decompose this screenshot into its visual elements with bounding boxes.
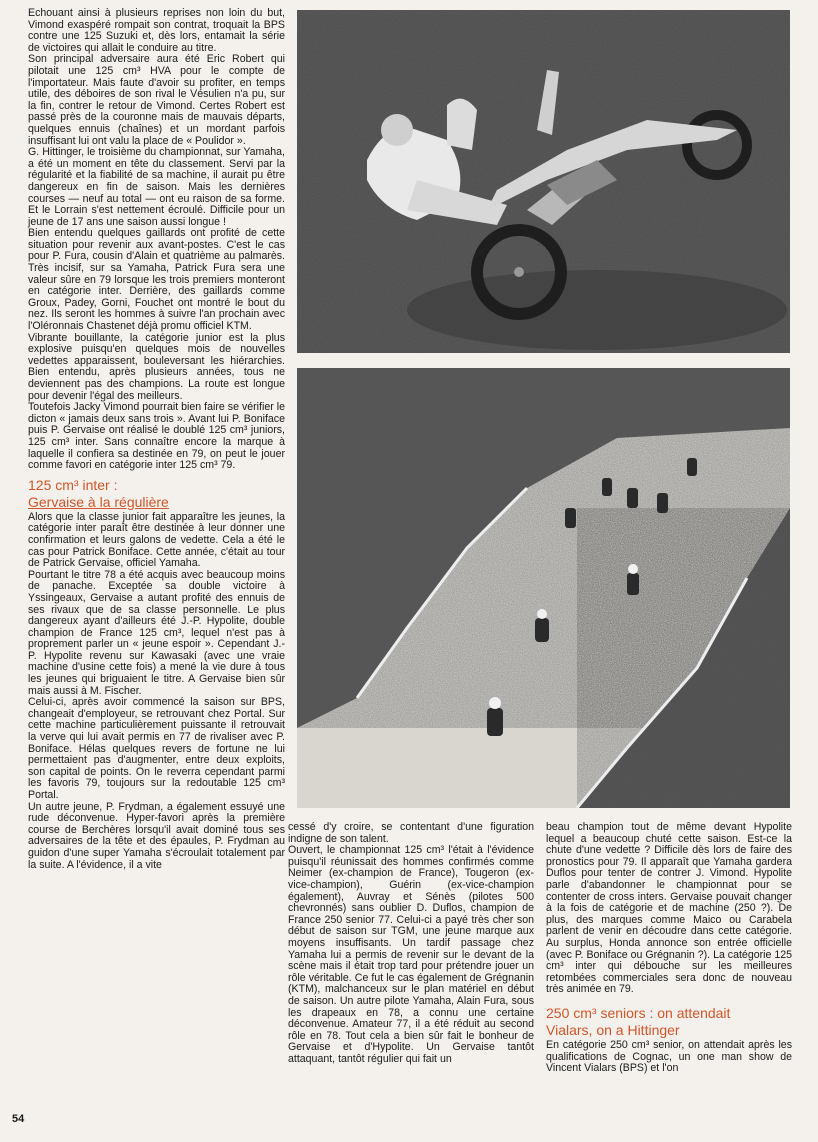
page-number: 54 bbox=[12, 1113, 25, 1125]
paragraph: Un autre jeune, P. Frydman, a également essuyé une rude déconvenue. Hyper-favori après la première course de Berchères lorsqu'il avait dominé tous ses adversaires de la tête et des épaules, P. Frydman au guidon d'une super Yamaha s'écroulait totalement par la suite. A l'évidence, il a vite bbox=[28, 800, 285, 871]
text-column-left bbox=[28, 8, 285, 871]
paragraph: Ouvert, le championnat 125 cm³ l'était à l'évidence puisqu'il réunissait des hommes confirmés comme Neimer (ex-champion de France), Tougeron (ex-vice-champion), Guérin (ex-vice-champion également), Auvray et Sénès (pilotes 500 chevronnés) sans oublier D. Duflos, champion de France 250 senior 77. Celui-ci a payé très cher son début de saison sur TGM, une jeune marque aux moyens insuffisants. Un tardif passage chez Yamaha lui a permis de revenir sur le devant de la scène mais il était trop tard pour prétendre jouer un rôle véritable. Ce fut le cas également de Grégnanin (KTM), malchanceux sur le plan matériel en début de saison. Un autre pilote Yamaha, Alain Fura, sous les drapeaux en 78, a connu une certaine déconvenue. Amateur 77, il a été réduit au second rôle en 78. Tout cela a bien sûr fait le bonheur de Gervaise et d'Hypolite. Un Gervaise tantôt attaquant, tantôt régulier qui fait un bbox=[288, 844, 534, 1065]
paragraph: Alors que la classe junior fait apparaître les jeunes, la catégorie inter paraît être destinée à leur donner une confirmation et leurs galons de vedette. Cela a été le cas pour Patrick Boniface. Cette année, c'était au tour de Patrick Gervaise, officiel Yamaha. bbox=[28, 510, 285, 570]
section-subheading: Vialars, on a Hittinger bbox=[546, 1021, 680, 1038]
paragraph: Echouant ainsi à plusieurs reprises non loin du but, Vimond exaspéré rompait son contrat, troquait la BPS contre une 125 Suzuki et, dès lors, entamait la série de victoires qui allait le conduire au titre. bbox=[28, 7, 285, 54]
paragraph: Celui-ci, après avoir commencé la saison sur BPS, changeait d'employeur, se retrouvant chez Portal. Sur cette machine particulièrement puissante il retrouvait la verve qui lui avait permis en 77 de rivaliser avec P. Boniface. Hélas quelques revers de fortune ne lui permettaient pas d'augmenter, entre deux exploits, son capital de points. On le reverra cependant parmi les favoris 79, toujours sur la redoutable 125 cm³ Portal. bbox=[28, 696, 285, 801]
paragraph: G. Hittinger, le troisième du championnat, sur Yamaha, a été un moment en tête du classement. Servi par la régularité et la fiabilité de sa machine, il aurait pu être dangereux en fin de saison. Mais les dernières courses — neuf au total — ont eu raison de sa forme. Et le Lorrain s'est nettement écroulé. Difficile pour un jeune de 17 ans une saison aussi longue ! bbox=[28, 146, 285, 228]
section-subheading: Gervaise à la régulière bbox=[28, 493, 169, 510]
photo-motocross-race-crowd bbox=[297, 368, 790, 808]
paragraph: Bien entendu quelques gaillards ont profité de cette situation pour revenir aux avant-postes. C'est le cas pour P. Fura, cousin d'Alain et quatrième au palmarès. Très incisif, sur sa Yamaha, Patrick Fura sera une valeur sûre en 79 lorsque les trois premiers monteront en catégorie inter. Derrière, des gaillards comme Groux, Padey, Gorni, Fouchet ont montré le bout du nez. Ils seront les hommes à suivre l'an prochain avec l'Oléronnais Chastenet déjà promu officiel KTM. bbox=[28, 227, 285, 333]
paragraph: Vibrante bouillante, la catégorie junior est la plus explosive puisqu'en quelques mois de nouvelles vedettes apparaissent, bouleversant les hiérarchies. Bien entendu, après plusieurs années, tous ne deviennent pas des champions. La route est longue pour devenir l'égal des meilleurs. bbox=[28, 331, 285, 402]
paragraph: beau champion tout de même devant Hypolite lequel a beaucoup chuté cette saison. Est-ce la chute d'une vedette ? Difficile dès lors de faire des pronostics pour 79. Il apparaît que Yamaha gardera Duflos pour tenter de contrer J. Vimond. Hypolite parle d'abandonner le championnat pour se contenter de cross inters. Gervaise pouvait changer à la fois de catégorie et de machine (250 ?). De plus, des marques comme Maico ou Carabela parlent de venir en découdre dans cette catégorie. Au surplus, Honda annonce son entrée officielle (avec P. Boniface ou Grégnanin ?). La catégorie 125 cm³ inter qui débouche sur les meilleures retombées commerciales sera donc de nouveau très animée en 79. bbox=[546, 821, 792, 996]
section-heading: 125 cm³ inter : bbox=[28, 476, 118, 493]
photo-crashed-motocross-rider bbox=[297, 10, 790, 353]
section-heading: 250 cm³ seniors : on attendait bbox=[546, 1004, 731, 1021]
paragraph: En catégorie 250 cm³ senior, on attendait après les qualifications de Cognac, un one man show de Vincent Vialars (BPS) et l'on bbox=[546, 1038, 792, 1075]
paragraph: Toutefois Jacky Vimond pourrait bien faire se vérifier le dicton « jamais deux sans trois ». Avant lui P. Boniface puis P. Gervaise ont réalisé le doublé 125 cm³ juniors, 125 cm³ inter. Sans connaître encore la marque à laquelle il confiera sa destinée en 79, on peut le jouer comme favori en catégorie inter 125 cm³ 79. bbox=[28, 401, 285, 472]
text-column-middle bbox=[288, 822, 534, 1065]
paragraph: Pourtant le titre 78 a été acquis avec beaucoup moins de panache. Exceptée sa double victoire à Yssingeaux, Gervaise a autant profité des ennuis de ses rivaux que de sa classe personnelle. Le plus dangereux ayant d'ailleurs été J.-P. Hypolite, double champion de France 125 cm³, lequel n'est pas à proprement parler un « jeune espoir ». Cependant J.-P. Hypolite revenu sur Kawasaki (avec une vraie machine d'usine cette fois) a mené la vie dure à tous les jeunes qui briguaient le titre. A Gervaise bien sûr mais aussi à M. Fischer. bbox=[28, 568, 285, 697]
paragraph: Son principal adversaire aura été Eric Robert qui pilotait une 125 cm³ HVA pour le compte de l'importateur. Mais faute d'avoir su profiter, en temps utile, des déboires de son rival le Vésulien n'a pu, sur la fin, contrer le retour de Vimond. Certes Robert est passé près de la couronne mais de mauvais départs, quelques ennuis (chaînes) et un mordant parfois insuffisant lui ont valu la place de « Poulidor ». bbox=[28, 53, 285, 147]
paragraph: cessé d'y croire, se contentant d'une figuration indigne de son talent. bbox=[288, 821, 534, 845]
text-column-right bbox=[546, 822, 792, 1075]
